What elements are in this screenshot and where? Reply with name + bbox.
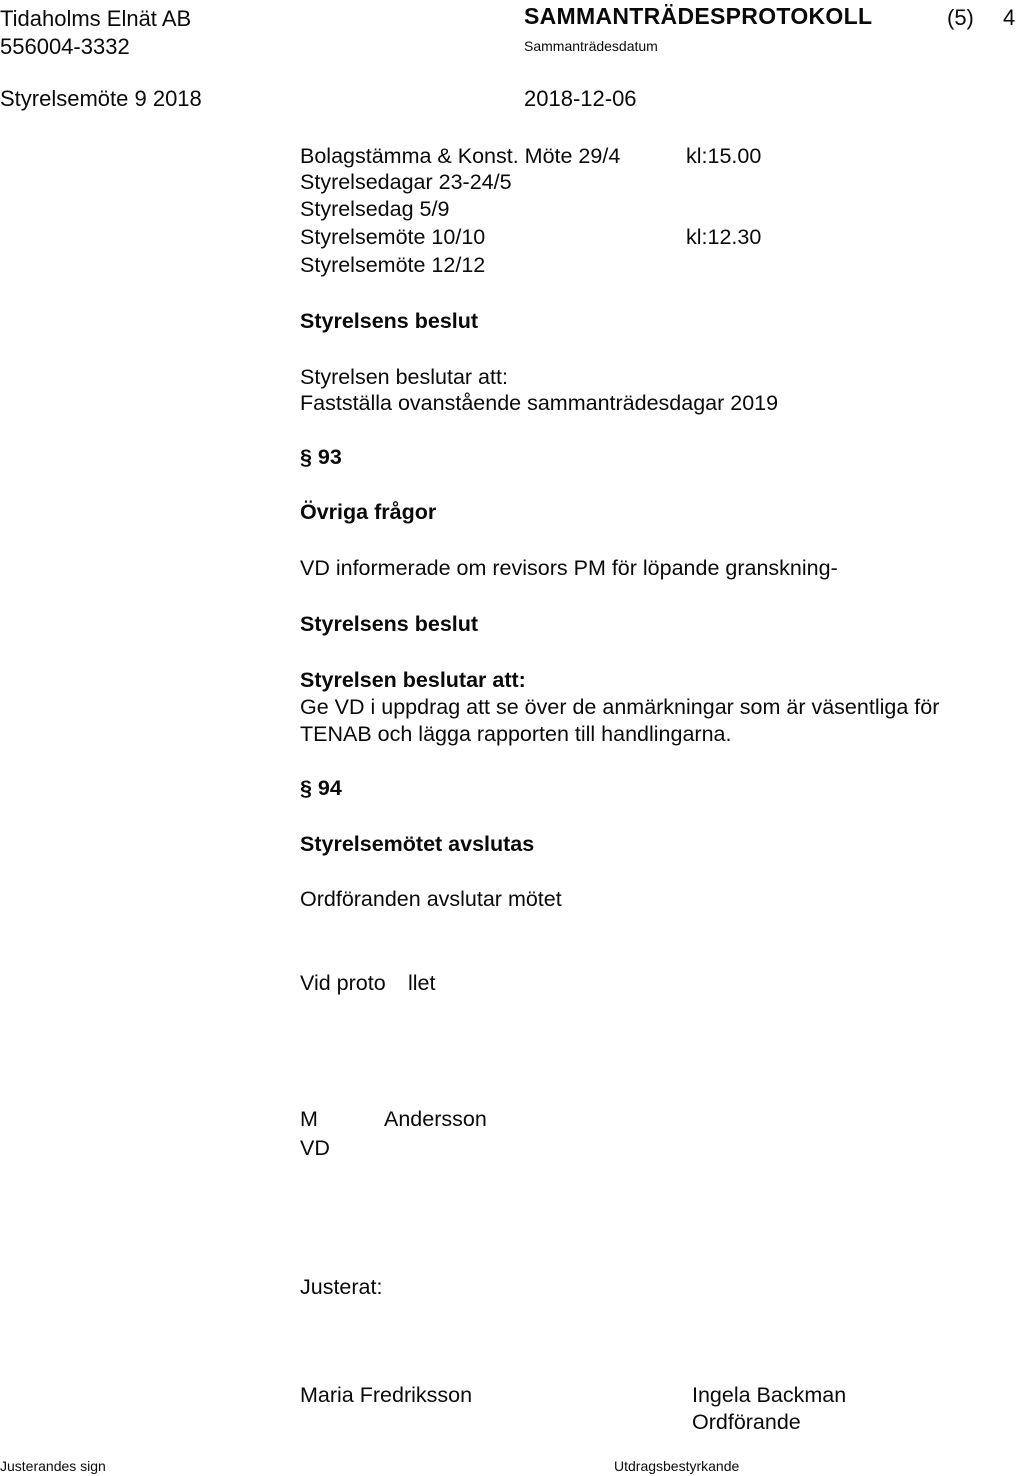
schedule-item: Bolagstämma & Konst. Möte 29/4	[300, 144, 621, 168]
schedule-time: kl:12.30	[686, 225, 762, 249]
adjuster-name: Maria Fredriksson	[300, 1383, 473, 1407]
section-title: Övriga frågor	[300, 500, 437, 524]
page-number: 4	[1003, 5, 1016, 30]
recorder-label-end: llet	[408, 971, 436, 995]
decision-intro: Styrelsen beslutar att:	[300, 365, 508, 389]
footer-left: Justerandes sign	[0, 1458, 106, 1474]
schedule-item: Styrelsemöte 12/12	[300, 253, 486, 277]
recorder-label: Vid proto	[300, 971, 386, 995]
recorder-initial: M	[300, 1107, 318, 1131]
decision-heading: Styrelsens beslut	[300, 612, 479, 636]
schedule-time: kl:15.00	[686, 144, 762, 168]
decision-text-line: Ge VD i uppdrag att se över de anmärkningar som är väsentliga för	[300, 695, 940, 719]
section-number: § 93	[300, 445, 342, 469]
section-ref: (5)	[947, 5, 974, 30]
meeting-date: 2018-12-06	[524, 86, 637, 111]
meeting-name: Styrelsemöte 9 2018	[0, 86, 202, 111]
section-title: Styrelsemötet avslutas	[300, 832, 535, 856]
org-number: 556004-3332	[0, 34, 130, 59]
decision-text: Fastställa ovanstående sammanträdesdagar 2019	[300, 391, 779, 415]
document-type: SAMMANTRÄDESPROTOKOLL	[524, 3, 873, 29]
schedule-item: Styrelsemöte 10/10	[300, 225, 486, 249]
adjusted-label: Justerat:	[300, 1275, 383, 1299]
info-text: VD informerade om revisors PM för löpande granskning-	[300, 556, 838, 580]
adjuster-name: Ingela Backman	[692, 1383, 847, 1407]
schedule-item: Styrelsedagar 23-24/5	[300, 170, 512, 194]
adjuster-role: Ordförande	[692, 1410, 801, 1434]
decision-heading: Styrelsens beslut	[300, 309, 479, 333]
decision-intro: Styrelsen beslutar att:	[300, 668, 526, 692]
decision-text-line: TENAB och lägga rapporten till handlingarna.	[300, 722, 732, 746]
closing-text: Ordföranden avslutar mötet	[300, 887, 562, 911]
schedule-item: Styrelsedag 5/9	[300, 197, 450, 221]
date-label: Sammanträdesdatum	[524, 38, 658, 54]
section-number: § 94	[300, 776, 342, 800]
recorder-role: VD	[300, 1136, 330, 1160]
recorder-surname: Andersson	[384, 1107, 487, 1131]
company-name: Tidaholms Elnät AB	[0, 6, 192, 31]
footer-right: Utdragsbestyrkande	[614, 1458, 740, 1474]
